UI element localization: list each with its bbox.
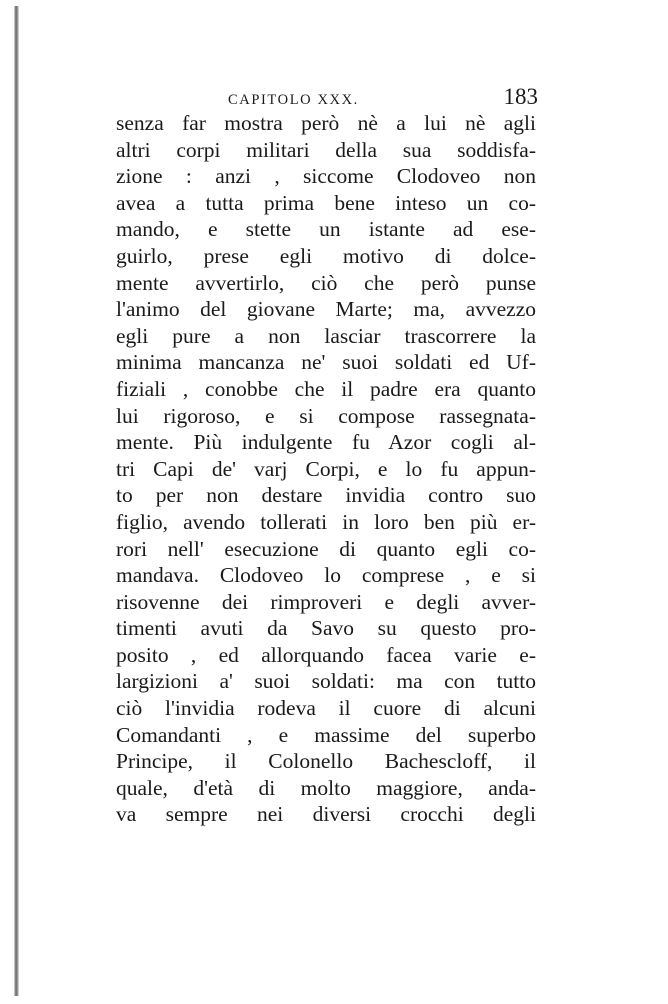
text-line: largizioni a' suoi soldati: ma con tutto [116,669,536,694]
text-line: Comandanti , e massime del superbo [116,722,536,747]
page-number: 183 [503,84,538,109]
text-line: ciò l'invidia rodeva il cuore di alcuni [116,696,536,721]
chapter-title: CAPITOLO XXX. [228,92,359,108]
text-line: quale, d'età di molto maggiore, anda- [116,775,536,800]
text-line: rori nell' esecuzione di quanto egli co- [116,536,536,561]
text-line: tri Capi de' varj Corpi, e lo fu appun- [116,456,536,481]
text-line: l'animo del giovane Marte; ma, avvezzo [116,297,536,322]
text-line: timenti avuti da Savo su questo pro- [116,616,536,641]
text-line: risovenne dei rimproveri e degli avver- [116,589,536,614]
body-text [116,110,536,828]
text-line: guirlo, prese egli motivo di dolce- [116,243,536,268]
text-line: minima mancanza ne' suoi soldati ed Uf- [116,350,536,375]
text-line: senza far mostra però nè a lui nè agli [116,111,536,135]
text-line: egli pure a non lasciar trascorrere la [116,323,536,348]
text-line: altri corpi militari della sua soddisfa- [116,137,536,162]
text-line: avea a tutta prima bene inteso un co- [116,190,536,215]
text-line: mente avvertirlo, ciò che però punse [116,270,536,295]
text-line: figlio, avendo tollerati in loro ben più er- [116,509,536,534]
text-line: lui rigoroso, e si compose rassegnata- [116,403,536,428]
text-line: fiziali , conobbe che il padre era quanto [116,376,536,401]
text-line: mandava. Clodoveo lo comprese , e si [116,563,536,588]
text-line: va sempre nei diversi crocchi degli [116,802,536,827]
text-line: posito , ed allorquando facea varie e- [116,642,536,667]
text-line: mando, e stette un istante ad ese- [116,217,536,242]
text-line: Principe, il Colonello Bachescloff, il [116,749,536,774]
page-edge-shadow [14,6,19,996]
text-line: to per non destare invidia contro suo [116,483,536,508]
text-line: zione : anzi , siccome Clodoveo non [116,164,536,189]
text-line: mente. Più indulgente fu Azor cogli al- [116,430,536,455]
